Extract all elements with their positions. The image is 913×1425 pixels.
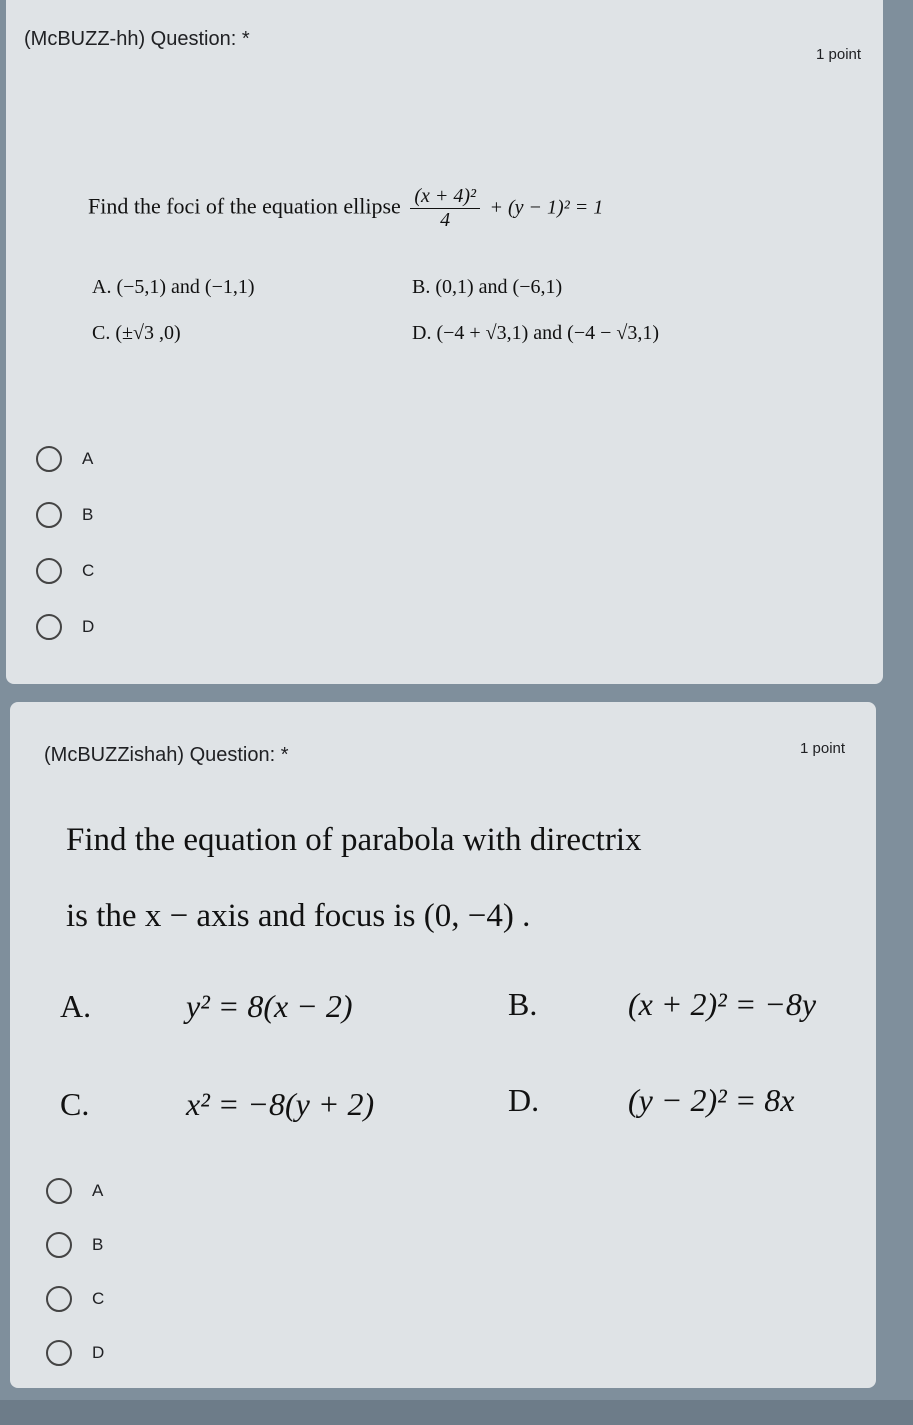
answer-choice-b <box>508 986 816 1023</box>
question-title: (McBUZZ-hh) Question: * <box>24 28 250 50</box>
choice-letter: B. <box>508 986 538 1022</box>
choice-letter: D. <box>412 322 432 344</box>
choice-letter: B. <box>412 276 431 298</box>
radio-circle[interactable] <box>36 614 62 640</box>
choice-text: (x + 2)² = −8y <box>628 986 817 1022</box>
choice-text: y² = 8(x − 2) <box>186 988 353 1024</box>
radio-circle[interactable] <box>46 1340 72 1366</box>
choice-text: (−4 + √3,1) and (−4 − √3,1) <box>436 322 660 344</box>
radio-label: A <box>82 449 94 468</box>
next-card-edge <box>0 1400 913 1425</box>
radio-circle[interactable] <box>36 446 62 472</box>
prompt-text: Find the foci of the equation ellipse <box>88 193 401 219</box>
choice-text: x² = −8(y + 2) <box>186 1086 375 1122</box>
equation-numerator: (x + 4)² <box>410 185 480 209</box>
answer-choice-c <box>60 1086 374 1123</box>
answer-choice-d <box>508 1082 795 1119</box>
radio-option-d[interactable] <box>46 1340 104 1366</box>
radio-circle[interactable] <box>46 1232 72 1258</box>
question-title: (McBUZZishah) Question: * <box>44 744 289 766</box>
prompt-line-2: is the x − axis and focus is (0, −4) . <box>66 898 531 934</box>
radio-circle[interactable] <box>36 558 62 584</box>
radio-label: C <box>82 561 95 580</box>
radio-label: A <box>92 1181 104 1200</box>
radio-option-b[interactable] <box>46 1232 103 1258</box>
question-card-2 <box>10 702 876 1388</box>
equation-fraction <box>410 185 480 232</box>
radio-option-a[interactable] <box>46 1178 103 1204</box>
choice-text: (y − 2)² = 8x <box>628 1082 795 1118</box>
radio-label: B <box>92 1235 104 1254</box>
points-label: 1 point <box>816 46 862 63</box>
radio-option-c[interactable] <box>46 1286 104 1312</box>
choice-letter: A. <box>60 988 92 1024</box>
points-label: 1 point <box>800 740 846 757</box>
radio-label: C <box>92 1289 105 1308</box>
radio-option-b[interactable] <box>36 502 93 528</box>
choice-letter: D. <box>508 1082 540 1118</box>
equation-denominator: 4 <box>440 209 451 231</box>
radio-label: D <box>82 617 95 636</box>
choice-letter: A. <box>92 276 112 298</box>
radio-circle[interactable] <box>46 1178 72 1204</box>
radio-circle[interactable] <box>46 1286 72 1312</box>
choice-letter: C. <box>60 1086 90 1122</box>
answer-choice-a <box>60 988 353 1025</box>
radio-option-d[interactable] <box>36 614 94 640</box>
radio-label: B <box>82 505 94 524</box>
choice-text: (0,1) and (−6,1) <box>435 276 563 298</box>
answer-choice-c <box>92 322 181 345</box>
question-card-1 <box>6 0 883 684</box>
question-prompt <box>88 185 603 232</box>
prompt-line-1: Find the equation of parabola with directrix <box>66 822 642 858</box>
radio-circle[interactable] <box>36 502 62 528</box>
answer-choice-b <box>412 276 562 299</box>
choice-letter: C. <box>92 322 111 344</box>
answer-choice-d <box>412 322 659 345</box>
radio-option-a[interactable] <box>36 446 93 472</box>
answer-choice-a <box>92 276 255 299</box>
radio-option-c[interactable] <box>36 558 94 584</box>
choice-text: (−5,1) and (−1,1) <box>116 276 255 298</box>
equation-rest: + (y − 1)² = 1 <box>489 196 604 219</box>
radio-label: D <box>92 1343 105 1362</box>
choice-text: (±√3 ,0) <box>115 322 181 344</box>
